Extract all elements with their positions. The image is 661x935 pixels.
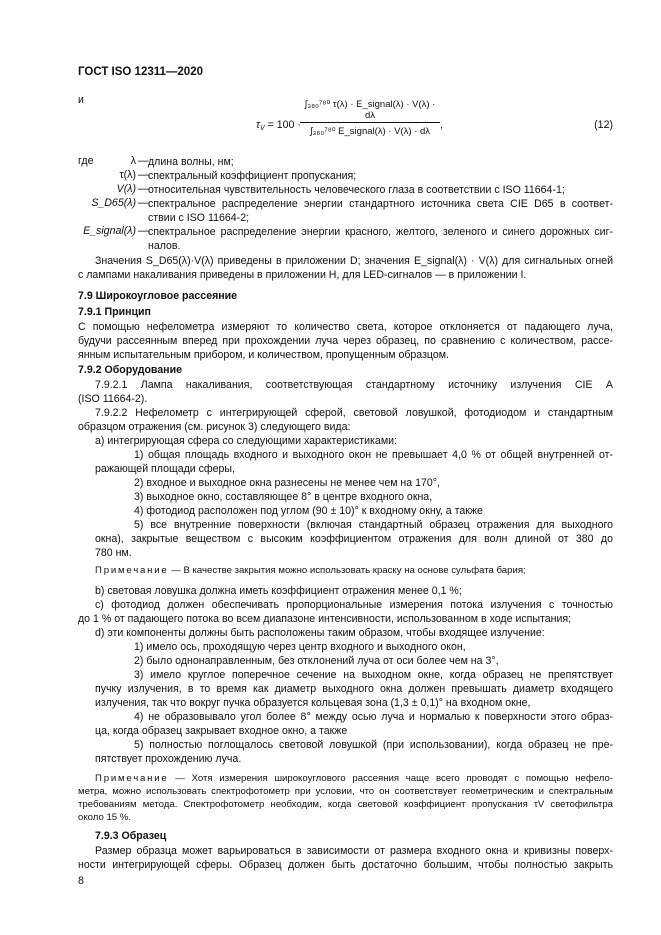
note-1-text: — В качестве закрытия можно использовать краску на основе сульфата бария; <box>171 565 526 576</box>
def-text: спектральное распределение энергии стандартного источника света CIE D65 в соответ- <box>148 198 613 210</box>
page-number: 8 <box>78 875 84 887</box>
def-text-cont: ствии с ISO 11664-2; <box>148 212 250 224</box>
item-a3: 3) выходное окно, составляющее 8° в центре входного окна, <box>134 491 433 503</box>
formula-tau-sub: V <box>259 125 265 132</box>
formula-tau: τ <box>256 119 260 131</box>
item-d3-l3: излучения, так что вокруг пучка образуется кольцевая зона (1,3 ± 0,1)° на входном окне, <box>95 697 531 709</box>
item-d5-l1: 5) полностью поглощалось световой ловушкой (при использовании), когда образец не пре- <box>134 739 613 751</box>
formula-lhs <box>256 119 301 132</box>
def-text: спектральный коэффициент пропускания; <box>148 170 357 182</box>
item-d2: 2) было однонаправленным, без отклонений луча от оси более чем на 3°, <box>134 655 499 667</box>
item-c-l2: до 1 % от падающего потока во всем диапазоне интенсивности, использованном в ходе испытания; <box>78 613 572 625</box>
item-a: а) интегрирующая сфера со следующими характеристиками: <box>95 435 397 447</box>
item-d3-l2: пучку излучения, в то время как диаметр выходного окна должен превышать диаметр входящего <box>95 683 613 695</box>
values-line-1: Значения S_D65(λ)·V(λ) приведены в приложении D; значения E_signal(λ) · V(λ) для сигнальных огней <box>95 255 613 267</box>
item-a2: 2) входное и выходное окна разнесены не менее чем на 170°, <box>134 477 440 489</box>
def-symbol: V(λ) <box>116 183 136 195</box>
formula-eq: = 100 · <box>267 119 301 131</box>
note-2-l3: требованиям метода. Спектрофотометр необходим, когда световой коэффициент пропускания τV светофильтра <box>78 799 613 810</box>
item-a4: 4) фотодиод расположен под углом (90 ± 10)° к входному окну, а также <box>134 505 483 517</box>
def-text: относительная чувствительность человеческого глаза в соответствии с ISO 11664-1; <box>148 184 565 196</box>
note-2-l1 <box>95 772 613 785</box>
item-d1: 1) имело ось, проходящую через центр входного и выходного окон, <box>134 641 466 653</box>
heading-7-9-1: 7.9.1 Принцип <box>78 306 151 318</box>
note-1 <box>95 564 613 577</box>
def-text: длина волны, нм; <box>148 156 234 168</box>
formula-lead: и <box>78 94 84 106</box>
para-7-9-2-2-l2: образцом отражения (см. рисунок 3) следующего вида: <box>78 421 351 433</box>
note-2-label: Примечание <box>95 773 169 784</box>
para-7-9-2-1-l1: 7.9.2.1 Лампа накаливания, соответствующая стандартному источнику излучения CIE А <box>95 379 613 391</box>
item-d: d) эти компоненты должны быть расположены таким образом, чтобы входящее излучение: <box>95 627 545 639</box>
values-line-2: с лампами накаливания приведены в приложении Н, для LED-сигналов — в приложении I. <box>78 269 527 281</box>
item-a1-l2: ражающей площади сферы, <box>95 463 235 475</box>
para-7-9-1-l1: С помощью нефелометра измеряют то количество света, которое отклоняется от падающего луча, <box>78 321 613 333</box>
def-symbol: λ <box>130 155 136 167</box>
item-b: b) световая ловушка должна иметь коэффициент отражения менее 0,1 %; <box>95 585 462 597</box>
item-a5-l3: 780 нм. <box>95 547 132 559</box>
item-a1-l1: 1) общая площадь входного и выходного окон не превышает 4,0 % от общей внутренней от- <box>134 449 613 461</box>
def-symbol: S_D65(λ) <box>91 197 136 209</box>
item-d5-l2: пятствует прохождению луча. <box>95 753 242 765</box>
item-a5-l1: 5) все внутренние поверхности (включая стандартный образец отражения для выходного <box>134 519 613 531</box>
item-a5-l2: окна), закрытые веществом с высоким коэффициентом отражения для волн длиной от 380 до <box>95 533 613 545</box>
note-1-label: Примечание <box>95 565 169 576</box>
heading-7-9: 7.9 Широкоугловое рассеяние <box>78 290 238 302</box>
para-7-9-3-l1: Размер образца может варьироваться в зависимости от размера входного окна и кривизны поверх- <box>95 845 613 857</box>
def-symbol: E_signal(λ) <box>83 225 136 237</box>
def-text: спектральное распределение энергии красного, желтого, зеленого и синего дорожных сиг- <box>148 226 613 238</box>
note-2-l2: метра, можно использовать спектрофотометр при условии, что он соответствует геометрическим и спектральным <box>78 786 613 797</box>
item-d4-l1: 4) не образовывало угол более 8° между осью луча и нормалью к поверхности этого образ- <box>134 711 613 723</box>
para-7-9-2-1-l2: (ISO 11664-2). <box>78 393 148 405</box>
para-7-9-2-2-l1: 7.9.2.2 Нефелометр с интегрирующей сферой, световой ловушкой, фотодиодом и стандартным <box>95 407 613 419</box>
para-7-9-1-l2: будучи рассеянным вперед при прохождении луча через образец, по сравнению с количеством, рассе- <box>78 335 613 347</box>
formula-number: (12) <box>594 119 613 131</box>
para-7-9-1-l3: янным испытательным прибором, и количеством, пропущенным образцом. <box>78 349 449 361</box>
page-header: ГОСТ ISO 12311—2020 <box>78 66 203 78</box>
para-7-9-3-l2: ности интегрирующей сферы. Образец должен быть достаточно большим, чтобы полностью закрыть <box>78 859 613 871</box>
where-label: где <box>78 155 94 167</box>
def-symbol: τ(λ) <box>119 169 136 181</box>
formula-numerator: ∫₃₈₀⁷⁸⁰ τ(λ) · E_signal(λ) · V(λ) · dλ <box>300 99 440 123</box>
def-text-cont: налов. <box>148 240 181 252</box>
note-2-text-1: — Хотя измерения широкоуглового рассеяния чаще всего проводят с помощью нефело- <box>175 773 613 784</box>
heading-7-9-2: 7.9.2 Оборудование <box>78 364 182 376</box>
heading-7-9-3: 7.9.3 Образец <box>95 830 167 842</box>
item-c-l1: с) фотодиод должен обеспечивать пропорциональные измерения потока излучения с точностью <box>95 599 613 611</box>
formula-denominator: ∫₃₈₀⁷⁸⁰ E_signal(λ) · V(λ) · dλ <box>309 126 431 137</box>
note-2-l4: около 15 %. <box>78 812 132 823</box>
item-d4-l2: ца, когда образец закрывает входное окно, а также <box>95 725 348 737</box>
formula-fraction <box>300 99 440 137</box>
formula-trail: , <box>440 119 443 131</box>
item-d3-l1: 3) имело круглое поперечное сечение на выходном окне, когда образец не препятствует <box>134 669 613 681</box>
